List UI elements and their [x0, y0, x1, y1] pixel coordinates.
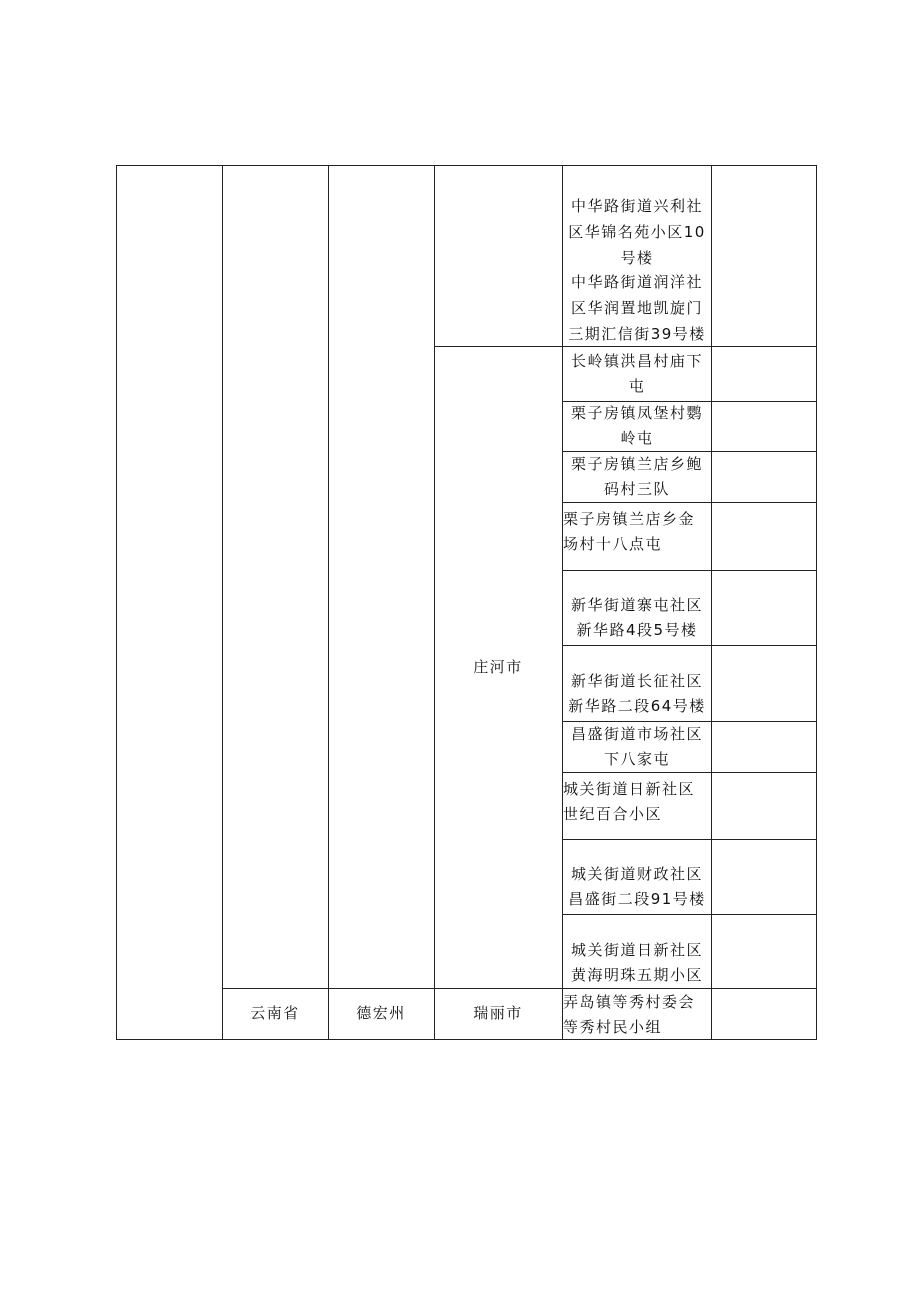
address-line: 区华润置地凯旋门: [570, 299, 703, 317]
address-line: 新华路4段5号楼: [576, 621, 698, 639]
address-cell: [563, 839, 711, 914]
address-line: 栗子房镇兰店乡金: [563, 510, 696, 528]
address-line: 三期汇信街39号楼: [568, 325, 706, 343]
address-line: 栗子房镇兰店乡鲍: [570, 454, 703, 473]
address-line: 黄海明珠五期小区: [570, 966, 703, 984]
address-line: 等秀村民小组: [563, 1018, 663, 1036]
address-line: 中华路街道润洋社: [570, 273, 703, 291]
col-divider: [222, 166, 223, 1039]
address-line: 区华锦名苑小区10: [568, 222, 706, 241]
address-cell: [563, 988, 711, 1039]
col-divider: [711, 166, 712, 1039]
address-cell: [563, 645, 711, 721]
address-cell: [563, 914, 711, 988]
address-line: 昌盛街二段91号楼: [568, 890, 706, 908]
address-cell: [563, 194, 711, 269]
address-cell: [563, 346, 711, 401]
address-line: 栗子房镇凤堡村鹦: [570, 404, 703, 422]
address-line: 号楼: [620, 248, 654, 267]
address-line: 城关街道财政社区: [570, 865, 703, 883]
address-cell: [563, 270, 711, 346]
address-line: 昌盛街道市场社区: [570, 724, 703, 743]
address-cell: [563, 502, 711, 570]
address-cell: [563, 721, 711, 772]
address-line: 世纪百合小区: [563, 804, 663, 823]
address-line: 城关街道日新社区: [563, 779, 696, 798]
address-line: 城关街道日新社区: [570, 941, 703, 959]
address-cell: [563, 772, 711, 839]
address-line: 场村十八点屯: [563, 535, 663, 553]
address-cell: [563, 401, 711, 451]
province-name: 云南省: [250, 1004, 300, 1022]
address-line: 新华街道长征社区: [570, 672, 703, 690]
address-line: 中华路街道兴利社: [570, 196, 703, 215]
address-line: 岭屯: [620, 429, 654, 447]
province-cell: [222, 988, 328, 1039]
address-line: 新华路二段64号楼: [568, 697, 706, 715]
city-cell: [434, 346, 562, 988]
address-line: 长岭镇洪昌村庙下: [570, 351, 703, 370]
address-table: [116, 165, 817, 1040]
col-divider: [328, 166, 329, 1039]
county-cell: [434, 988, 562, 1039]
prefecture-name: 德宏州: [356, 1004, 406, 1022]
city-name: 庄河市: [473, 657, 523, 676]
address-line: 屯: [628, 376, 646, 395]
address-line: 新华街道寨屯社区: [570, 596, 703, 614]
address-line: 码村三队: [603, 479, 670, 498]
prefecture-cell: [328, 988, 434, 1039]
county-name: 瑞丽市: [473, 1004, 523, 1022]
address-cell: [563, 570, 711, 645]
address-line: 下八家屯: [603, 749, 670, 768]
address-line: 弄岛镇等秀村委会: [563, 993, 696, 1011]
address-cell: [563, 451, 711, 502]
